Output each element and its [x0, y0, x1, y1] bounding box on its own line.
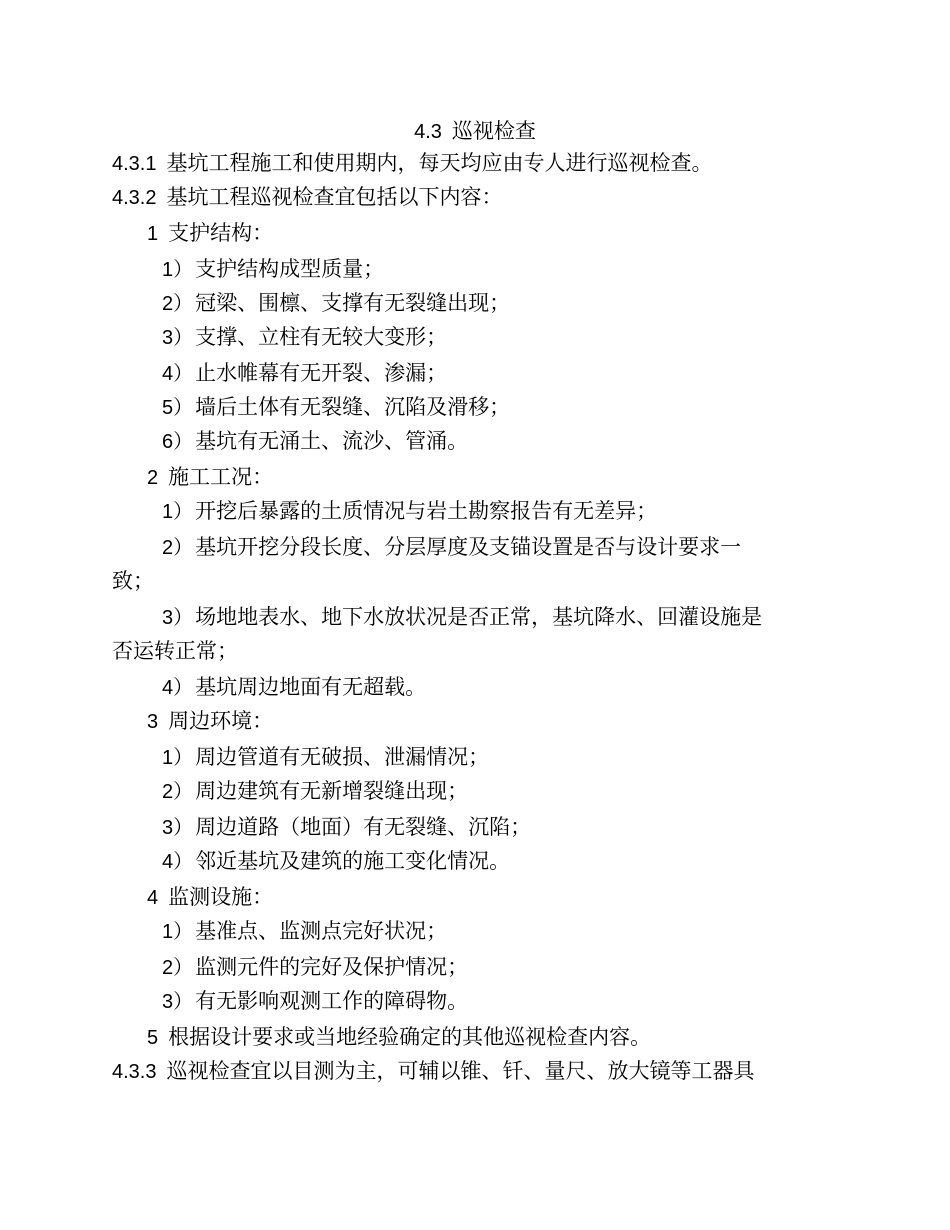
item-text: 周边道路（地面）有无裂缝、沉陷； [195, 815, 532, 839]
clause-number: 4.3.2 [112, 187, 157, 209]
list-item [112, 984, 892, 1018]
group-heading-monitoring-facilities [112, 880, 877, 914]
item-text: 周边建筑有无新增裂缝出现； [195, 779, 469, 803]
item-number: 1） [162, 921, 194, 943]
item-text: 基准点、监测点完好状况； [195, 919, 448, 943]
item-number: 1） [162, 747, 194, 769]
item-text: 基坑有无涌土、流沙、管涌。 [195, 429, 469, 453]
group-number: 2 [147, 467, 159, 489]
group-heading-other-inspection [112, 1020, 877, 1054]
clause-4-3-1 [112, 146, 842, 180]
item-number: 3） [162, 327, 194, 349]
item-text: 墙后土体有无裂缝、沉陷及滑移； [195, 395, 511, 419]
list-item [112, 356, 892, 390]
list-item [112, 390, 892, 424]
item-text: 有无影响观测工作的障碍物。 [195, 989, 469, 1013]
list-item-continuation [112, 564, 842, 598]
item-text: 基坑周边地面有无超载。 [195, 675, 427, 699]
item-number: 4） [162, 851, 194, 873]
clause-number: 4.3.1 [112, 153, 157, 175]
group-title: 监测设施： [168, 885, 274, 909]
item-number: 1） [162, 501, 194, 523]
item-text-continuation: 否运转正常； [112, 639, 238, 663]
group-heading-support-structure [112, 216, 877, 250]
list-item [112, 320, 892, 354]
list-item [112, 740, 892, 774]
item-text: 支护结构成型质量； [195, 257, 385, 281]
group-title: 根据设计要求或当地经验确定的其他巡视检查内容。 [168, 1025, 652, 1049]
item-text-continuation: 致； [112, 569, 154, 593]
group-title: 施工工况： [168, 465, 274, 489]
item-number: 2） [162, 537, 194, 559]
list-item-continuation [112, 634, 842, 668]
group-number: 3 [147, 711, 159, 733]
list-item [112, 424, 892, 458]
list-item [112, 670, 892, 704]
list-item [112, 844, 892, 878]
item-text: 监测元件的完好及保护情况； [195, 955, 469, 979]
group-title: 支护结构： [168, 221, 274, 245]
item-text: 止水帷幕有无开裂、渗漏； [195, 361, 448, 385]
item-number: 5） [162, 397, 194, 419]
group-title: 周边环境： [168, 709, 274, 733]
item-text: 开挖后暴露的土质情况与岩土勘察报告有无差异； [195, 499, 658, 523]
section-heading [112, 114, 838, 148]
group-number: 4 [147, 887, 159, 909]
item-number: 2） [162, 957, 194, 979]
item-number: 2） [162, 781, 194, 803]
group-heading-surroundings [112, 704, 877, 738]
list-item [112, 914, 892, 948]
list-item [112, 600, 892, 634]
clause-text: 基坑工程巡视检查宜包括以下内容： [166, 185, 503, 209]
item-text: 支撑、立柱有无较大变形； [195, 325, 448, 349]
item-number: 3） [162, 607, 194, 629]
item-number: 4） [162, 677, 194, 699]
clause-text: 巡视检查宜以目测为主，可辅以锥、钎、量尺、放大镜等工器具 [166, 1059, 755, 1083]
list-item [112, 252, 892, 286]
list-item [112, 530, 892, 564]
group-heading-construction-conditions [112, 460, 877, 494]
item-number: 2） [162, 293, 194, 315]
section-title: 巡视检查 [451, 119, 536, 143]
clause-text: 基坑工程施工和使用期内，每天均应由专人进行巡视检查。 [166, 151, 713, 175]
list-item [112, 494, 892, 528]
clause-number: 4.3.3 [112, 1061, 157, 1083]
group-number: 5 [147, 1027, 159, 1049]
item-number: 3） [162, 817, 194, 839]
group-number: 1 [147, 223, 159, 245]
list-item [112, 286, 892, 320]
item-text: 基坑开挖分段长度、分层厚度及支锚设置是否与设计要求一 [195, 535, 742, 559]
list-item [112, 950, 892, 984]
item-text: 邻近基坑及建筑的施工变化情况。 [195, 849, 511, 873]
item-number: 4） [162, 363, 194, 385]
item-number: 1） [162, 259, 194, 281]
section-number: 4.3 [414, 121, 442, 143]
item-text: 场地地表水、地下水放状况是否正常，基坑降水、回灌设施是 [195, 605, 763, 629]
clause-4-3-3 [112, 1054, 842, 1088]
list-item [112, 774, 892, 808]
item-text: 周边管道有无破损、泄漏情况； [195, 745, 490, 769]
item-number: 3） [162, 991, 194, 1013]
item-number: 6） [162, 431, 194, 453]
list-item [112, 810, 892, 844]
item-text: 冠梁、围檩、支撑有无裂缝出现； [195, 291, 511, 315]
clause-4-3-2 [112, 180, 842, 214]
